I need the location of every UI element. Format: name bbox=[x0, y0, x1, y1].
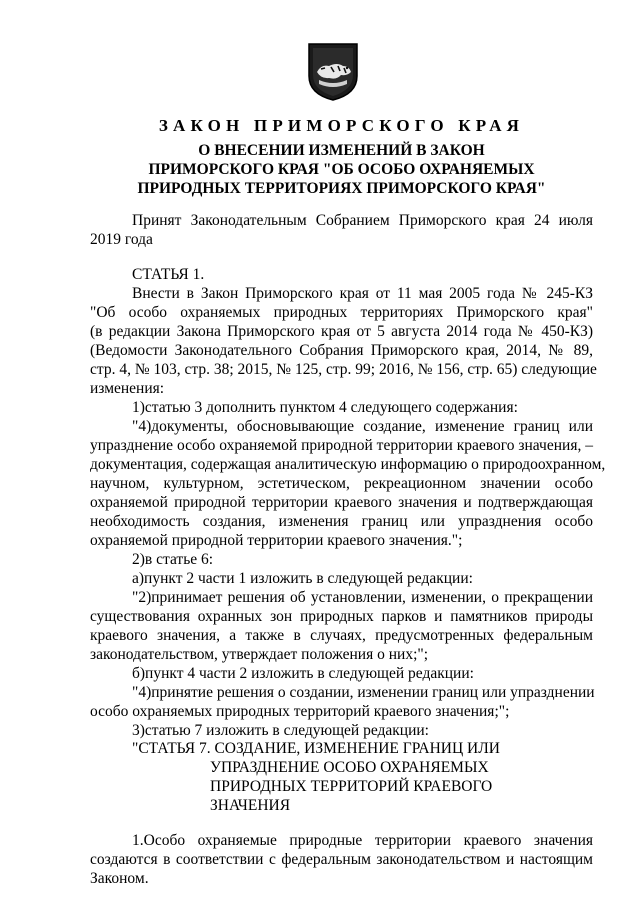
article7-heading: ПРИРОДНЫХ ТЕРРИТОРИЙ КРАЕВОГО bbox=[210, 778, 493, 795]
body-line: 2)в статье 6: bbox=[132, 551, 214, 568]
body-line: изменения: bbox=[90, 380, 165, 397]
final-line: создаются в соответствии с федеральным законодательством и настоящим bbox=[90, 851, 593, 868]
body-line: а)пункт 2 части 1 изложить в следующей редакции: bbox=[132, 570, 473, 587]
law-subtitle bbox=[90, 141, 593, 198]
body-line: охраняемой природной территории краевого значения."; bbox=[90, 532, 463, 549]
subtitle-line: ПРИМОРСКОГО КРАЯ "ОБ ОСОБО ОХРАНЯЕМЫХ bbox=[148, 161, 535, 178]
adopted-line: Принят Законодательным Собранием Приморского края 24 июля bbox=[132, 212, 593, 229]
body-line: б)пункт 4 части 2 изложить в следующей редакции: bbox=[132, 665, 474, 682]
body-line: "2)принимает решения об установлении, изменении, о прекращении bbox=[132, 589, 593, 606]
final-line: Законом. bbox=[90, 870, 149, 887]
body-line: 1)статью 3 дополнить пунктом 4 следующего содержания: bbox=[132, 399, 518, 416]
body-line: Внести в Закон Приморского края от 11 мая 2005 года № 245-КЗ bbox=[132, 285, 593, 302]
body-line: стр. 4, № 103, стр. 38; 2015, № 125, стр. 99; 2016, № 156, стр. 65) следующие bbox=[90, 361, 597, 378]
body-line: существования охранных зон природных парков и памятников природы bbox=[90, 608, 593, 625]
body-line: охраняемой природной территории краевого значения и подтверждающая bbox=[90, 494, 593, 511]
coat-of-arms-icon bbox=[307, 42, 359, 102]
article7-heading: УПРАЗДНЕНИЕ ОСОБО ОХРАНЯЕМЫХ bbox=[210, 759, 489, 776]
body-line: "4)принятие решения о создании, изменении границ или упразднении bbox=[132, 684, 595, 701]
body-line: законодательством, утверждает положения о них;"; bbox=[90, 646, 429, 663]
body-line: "4)документы, обосновывающие создание, изменение границ или bbox=[132, 418, 593, 435]
law-title: ЗАКОН ПРИМОРСКОГО КРАЯ bbox=[158, 116, 525, 135]
body-line: 3)статью 7 изложить в следующей редакции: bbox=[132, 722, 429, 739]
adopted-line: 2019 года bbox=[90, 231, 153, 248]
article7-heading: "СТАТЬЯ 7. СОЗДАНИЕ, ИЗМЕНЕНИЕ ГРАНИЦ ИЛИ bbox=[132, 740, 500, 757]
body-line: документация, содержащая аналитическую информацию о природоохранном, bbox=[90, 456, 606, 473]
subtitle-line: О ВНЕСЕНИИ ИЗМЕНЕНИЙ В ЗАКОН bbox=[198, 142, 485, 159]
body-line: (Ведомости Законодательного Собрания Приморского края, 2014, № 89, bbox=[90, 342, 593, 359]
body-line: краевого значения, а также в случаях, предусмотренных федеральным bbox=[90, 627, 593, 644]
body-line: особо охраняемых природных территорий краевого значения;"; bbox=[90, 703, 510, 720]
body-line: "Об особо охраняемых природных территориях Приморского края" bbox=[90, 304, 593, 321]
body-line: научном, культурном, эстетическом, рекреационном значении особо bbox=[90, 475, 593, 492]
subtitle-line: ПРИРОДНЫХ ТЕРРИТОРИЯХ ПРИМОРСКОГО КРАЯ" bbox=[137, 180, 546, 197]
article7-heading: ЗНАЧЕНИЯ bbox=[210, 797, 291, 814]
body-line: (в редакции Закона Приморского края от 5 августа 2014 года № 450-КЗ) bbox=[90, 323, 593, 340]
body-line: необходимость создания, изменения границ или упразднения особо bbox=[90, 513, 593, 530]
article-heading: СТАТЬЯ 1. bbox=[132, 266, 205, 283]
final-line: 1.Особо охраняемые природные территории краевого значения bbox=[132, 832, 593, 849]
body-line: упразднение особо охраняемой природной территории краевого значения, – bbox=[90, 437, 593, 454]
